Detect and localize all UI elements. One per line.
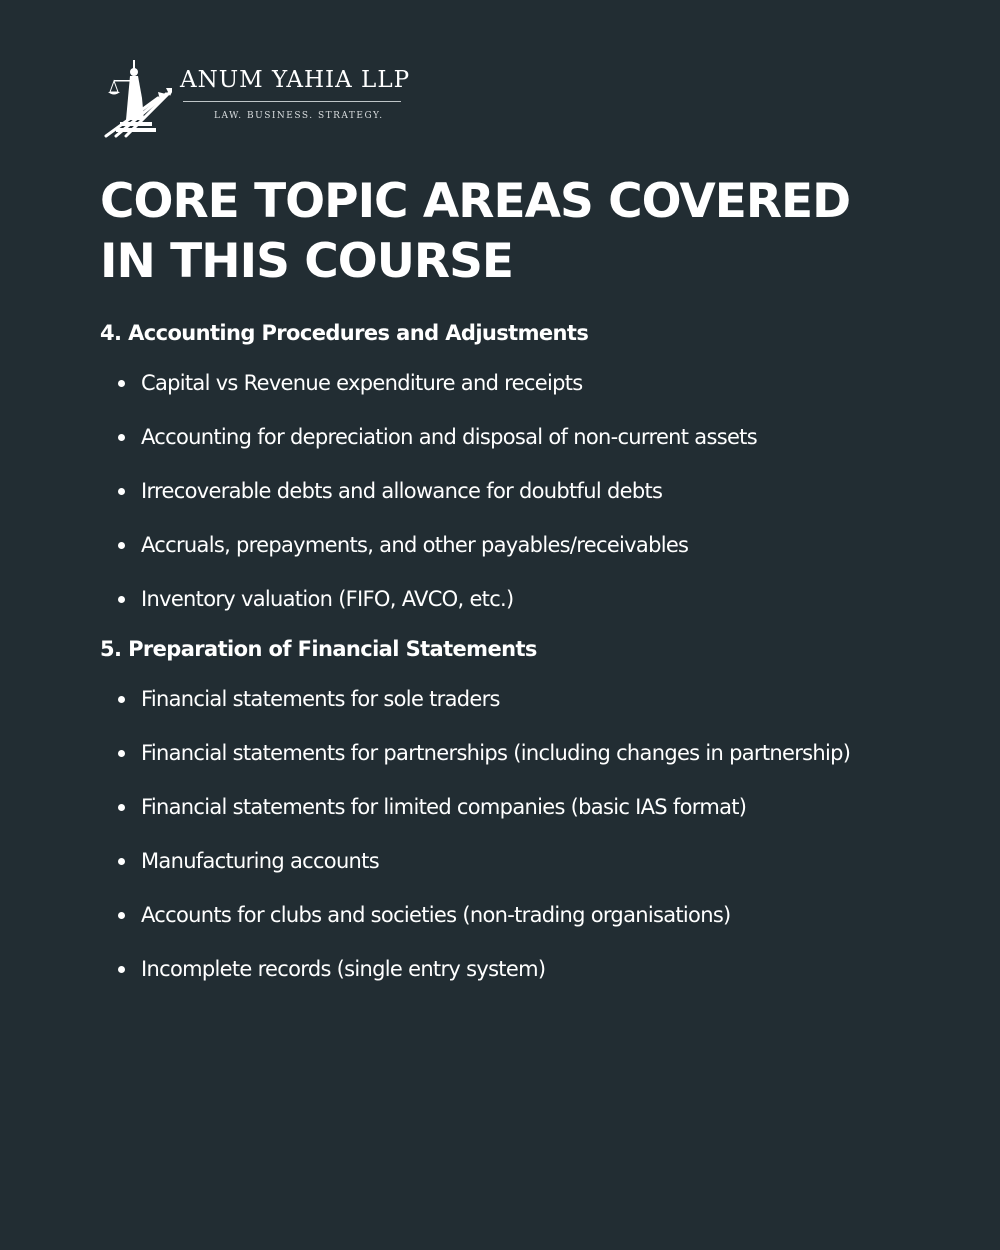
list-item [100, 686, 920, 712]
list-item-text: Incomplete records (single entry system) [141, 957, 546, 981]
bullet-icon [118, 488, 125, 495]
list-item [100, 902, 920, 928]
brand-name: ANUM YAHIA LLP [180, 67, 411, 93]
bullet-icon [118, 596, 125, 603]
section-heading-accounting-procedures: 4. Accounting Procedures and Adjustments [100, 321, 589, 345]
brand-logo [100, 58, 420, 142]
list-item-text: Inventory valuation (FIFO, AVCO, etc.) [141, 587, 514, 611]
brand-divider [183, 101, 401, 102]
bullet-icon [118, 542, 125, 549]
bullet-icon [118, 912, 125, 919]
bullet-icon [118, 434, 125, 441]
bullet-icon [118, 858, 125, 865]
list-item [100, 532, 920, 558]
list-item [100, 424, 920, 450]
bullet-icon [118, 804, 125, 811]
page-title: CORE TOPIC AREAS COVERED IN THIS COURSE [100, 174, 851, 289]
list-item-text: Manufacturing accounts [141, 849, 379, 873]
list-item [100, 794, 920, 820]
list-item-text: Accruals, prepayments, and other payables/receivables [141, 533, 689, 557]
bullet-icon [118, 966, 125, 973]
list-item-text: Accounts for clubs and societies (non-trading organisations) [141, 903, 731, 927]
bullet-icon [118, 750, 125, 757]
list-item [100, 370, 920, 396]
list-item-text: Financial statements for partnerships (including changes in partnership) [141, 741, 851, 765]
brand-tagline: LAW. BUSINESS. STRATEGY. [214, 111, 384, 121]
list-item [100, 740, 920, 766]
list-item [100, 586, 920, 612]
accounting-procedures-list [100, 370, 920, 612]
list-item-text: Financial statements for sole traders [141, 687, 500, 711]
list-item [100, 956, 920, 982]
list-item-text: Irrecoverable debts and allowance for doubtful debts [141, 479, 663, 503]
list-item [100, 478, 920, 504]
bullet-icon [118, 380, 125, 387]
list-item-text: Financial statements for limited companies (basic IAS format) [141, 795, 747, 819]
bullet-icon [118, 696, 125, 703]
lady-justice-icon [100, 58, 172, 140]
section-heading-financial-statements: 5. Preparation of Financial Statements [100, 637, 537, 661]
financial-statements-list [100, 686, 920, 982]
topic-content [100, 316, 920, 1002]
list-item [100, 848, 920, 874]
list-item-text: Capital vs Revenue expenditure and receipts [141, 371, 583, 395]
list-item-text: Accounting for depreciation and disposal of non-current assets [141, 425, 757, 449]
